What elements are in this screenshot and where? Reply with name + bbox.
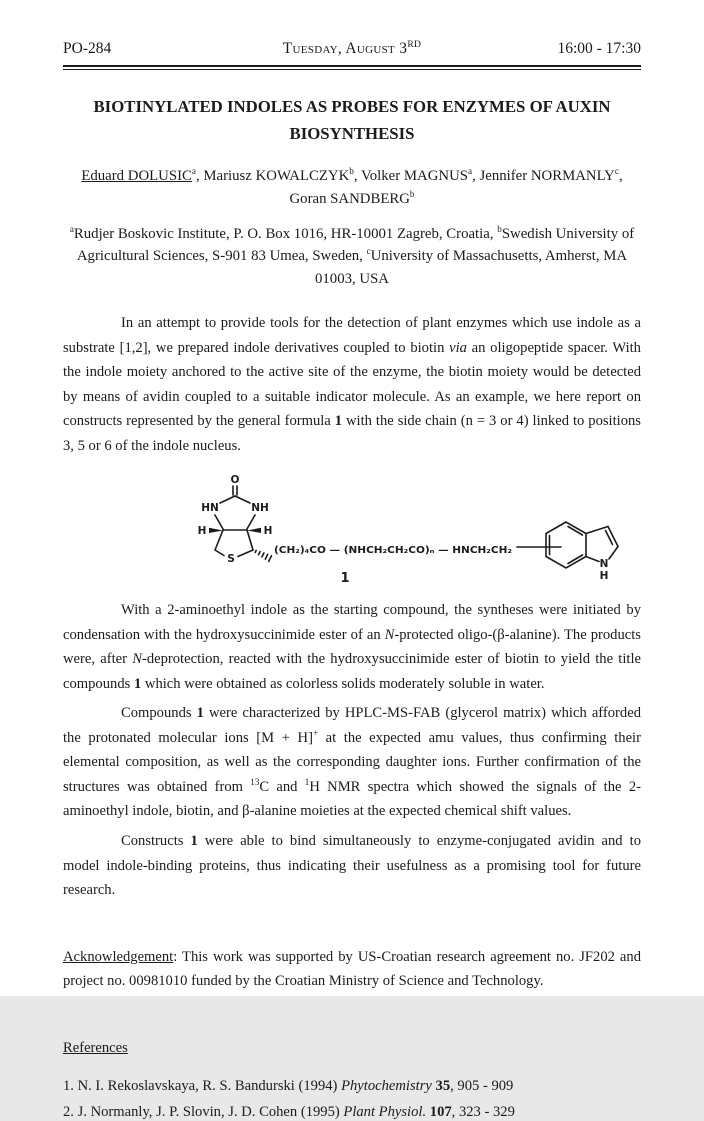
header-rule-thick <box>63 65 641 67</box>
affiliations <box>63 223 641 292</box>
session-date-text: Tuesday, August 3 <box>282 40 408 57</box>
poster-number: PO-284 <box>63 40 112 57</box>
reference-1: 1. N. I. Rekoslavskaya, R. S. Bandurski (1994) Phytochemistry 35, 905 - 909 <box>63 1077 514 1094</box>
indole-n-atom-label: N <box>599 558 609 571</box>
paragraph-synthesis: With a 2-aminoethyl indole as the starting compound, the syntheses were initiated by condensation with the hydroxysuccinimide ester of an N-protected oligo-(β-alanine). The products were, after N-deprotection, reacted with the hydroxysuccinimide ester of biotin to yield the title compounds 1 which were obtained as colorless solids moderately soluble in water. <box>63 602 642 692</box>
session-date <box>283 40 422 58</box>
affiliation-line-3: 01003, USA <box>315 271 389 288</box>
compound-number-label: 1 <box>340 571 350 587</box>
references-heading: References <box>63 1039 128 1056</box>
authors-line-2: Goran SANDBERG$^b$ <box>289 189 415 208</box>
acknowledgement: Acknowledgement: This work was supported by US-Croatian research agreement no. JF202 and project no. 00981010 funded by the Croatian Ministry of Science and Technology. <box>63 948 641 990</box>
affiliation-line-2: Agricultural Sciences, S-901 83 Umea, Sweden, $^c$University of Massachusetts, Amherst, MA <box>76 246 628 265</box>
header-rule-thin <box>63 69 641 70</box>
title-line-1: BIOTINYLATED INDOLES AS PROBES FOR ENZYMES OF AUXIN <box>93 97 611 116</box>
nh-right-atom-label: NH <box>251 502 269 515</box>
page-header <box>63 40 641 70</box>
reference-2: 2. J. Normanly, J. P. Slovin, J. D. Cohen (1995) Plant Physiol. 107, 323 - 329 <box>63 1103 515 1120</box>
paragraph-intro: In an attempt to provide tools for the detection of plant enzymes which use indole as a substrate [1,2], we prepared indole derivatives coupled to biotin via an oligopeptide spacer. With the indole moiety anchored to the active site of the enzyme, the biotin moiety would be detected by means of avidin coupled to a suitable indicator molecule. As an example, we here report on constructs represented by the general formula 1 with the side chain (n = 3 or 4) linked to positions 3, 5 or 6 of the indole nucleus. <box>63 315 641 454</box>
paragraph-binding: Constructs 1 were able to bind simultaneously to enzyme-conjugated avidin and to model indole-binding proteins, thus indicating their usefulness as a promising tool for future research. <box>63 833 641 899</box>
h-left-atom-label: H <box>197 525 207 538</box>
affiliation-line-1: $^a$Rudjer Boskovic Institute, P. O. Box 1016, HR-10001 Zagreb, Croatia, $^b$Swedish University of <box>69 223 635 242</box>
sulfur-atom-label: S <box>227 553 235 566</box>
paragraph-characterization: Compounds 1 were characterized by HPLC-MS-FAB (glycerol matrix) which afforded the protonated molecular ions [M + H]+ at the expected amu values, thus confirming their elemental composition, as well as the corresponding daughter ions. Further confirmation of the structures was obtained from $^{13}$C and $^1$H NMR spectra which showed the signals of the 2-aminoethyl indole, biotin, and β-alanine moieties at the expected chemical shift values. <box>63 705 641 820</box>
oxygen-atom-label: O <box>230 474 240 487</box>
page-title <box>63 94 641 148</box>
compound-1-structure <box>173 471 633 589</box>
structure-figure <box>173 471 641 589</box>
title-line-2: BIOSYNTHESIS <box>289 123 415 143</box>
indole-nh-h-atom-label: H <box>599 570 609 583</box>
session-time: 16:00 - 17:30 <box>557 40 641 57</box>
session-date-ordinal: RD <box>407 38 422 50</box>
h-right-atom-label: H <box>263 525 273 538</box>
spacer-chain-formula: (CH₂)₄CO — (NHCH₂CH₂CO)ₙ — HNCH₂CH₂ <box>274 545 512 557</box>
authors <box>63 165 641 212</box>
authors-line-1: Eduard DOLUSIC$^a$, Mariusz KOWALCZYK$^b$, Volker MAGNUS$^a$, Jennifer NORMANLY$^c$, <box>81 165 623 184</box>
hn-left-atom-label: HN <box>201 502 219 515</box>
